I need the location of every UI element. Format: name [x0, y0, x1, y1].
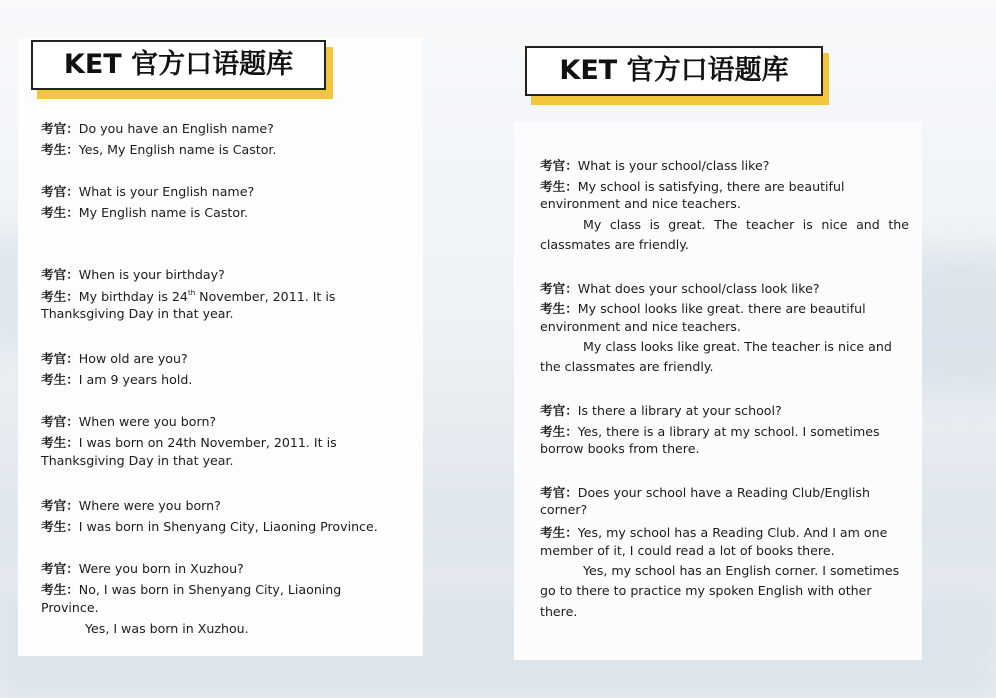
- qa-line: 考生：Yes, My English name is Castor.: [41, 142, 277, 157]
- qa-line: Yes, I was born in Xuzhou.: [85, 621, 249, 636]
- qa-line: environment and nice teachers.: [540, 196, 741, 211]
- qa-line: 考官：What is your English name?: [41, 184, 255, 199]
- qa-line: My class looks like great. The teacher is nice and: [583, 339, 892, 354]
- qa-line: 考生：Yes, there is a library at my school. I sometimes: [540, 424, 880, 439]
- qa-line: 考官：When is your birthday?: [41, 267, 225, 282]
- qa-line: corner?: [540, 502, 588, 517]
- qa-line: 考官：When were you born?: [41, 414, 217, 429]
- qa-line: 考官：What is your school/class like?: [540, 158, 770, 173]
- qa-line: 考官：How old are you?: [41, 351, 188, 366]
- qa-line: 考生：My school is satisfying, there are beautiful: [540, 179, 845, 194]
- qa-line: 考官：Where were you born?: [41, 498, 221, 513]
- qa-line: 考生：No, I was born in Shenyang City, Liaoning: [41, 582, 342, 597]
- qa-line: 考生：My birthday is 24th November, 2011. It is: [41, 289, 336, 304]
- qa-line: My class is great. The teacher is nice and the: [583, 217, 909, 232]
- qa-line: classmates are friendly.: [540, 237, 689, 252]
- qa-line: 考生：I am 9 years hold.: [41, 372, 193, 387]
- qa-line: 考官：What does your school/class look like?: [540, 281, 820, 296]
- qa-line: 考生：I was born on 24th November, 2011. It is: [41, 435, 337, 450]
- qa-line: Province.: [41, 600, 99, 615]
- qa-line: 考生：Yes, my school has a Reading Club. And I am one: [540, 525, 888, 540]
- qa-line: the classmates are friendly.: [540, 359, 714, 374]
- qa-line: 考生：My school looks like great. there are beautiful: [540, 301, 866, 316]
- page-title: KET 官方口语题库: [31, 40, 326, 90]
- qa-line: 考生：My English name is Castor.: [41, 205, 249, 220]
- qa-line: 考生：I was born in Shenyang City, Liaoning Province.: [41, 519, 378, 534]
- qa-line: borrow books from there.: [540, 441, 700, 456]
- qa-line: there.: [540, 604, 578, 619]
- page-title: KET 官方口语题库: [525, 46, 823, 96]
- qa-line: 考官：Were you born in Xuzhou?: [41, 561, 244, 576]
- qa-line: 考官：Is there a library at your school?: [540, 403, 782, 418]
- qa-line: member of it, I could read a lot of books there.: [540, 543, 835, 558]
- qa-line: 考官：Do you have an English name?: [41, 121, 274, 136]
- qa-line: environment and nice teachers.: [540, 319, 741, 334]
- qa-line: Yes, my school has an English corner. I sometimes: [583, 563, 900, 578]
- qa-line: go to there to practice my spoken English with other: [540, 583, 872, 598]
- qa-line: Thanksgiving Day in that year.: [41, 453, 234, 468]
- qa-line: Thanksgiving Day in that year.: [41, 306, 234, 321]
- qa-line: 考官：Does your school have a Reading Club/English: [540, 485, 870, 500]
